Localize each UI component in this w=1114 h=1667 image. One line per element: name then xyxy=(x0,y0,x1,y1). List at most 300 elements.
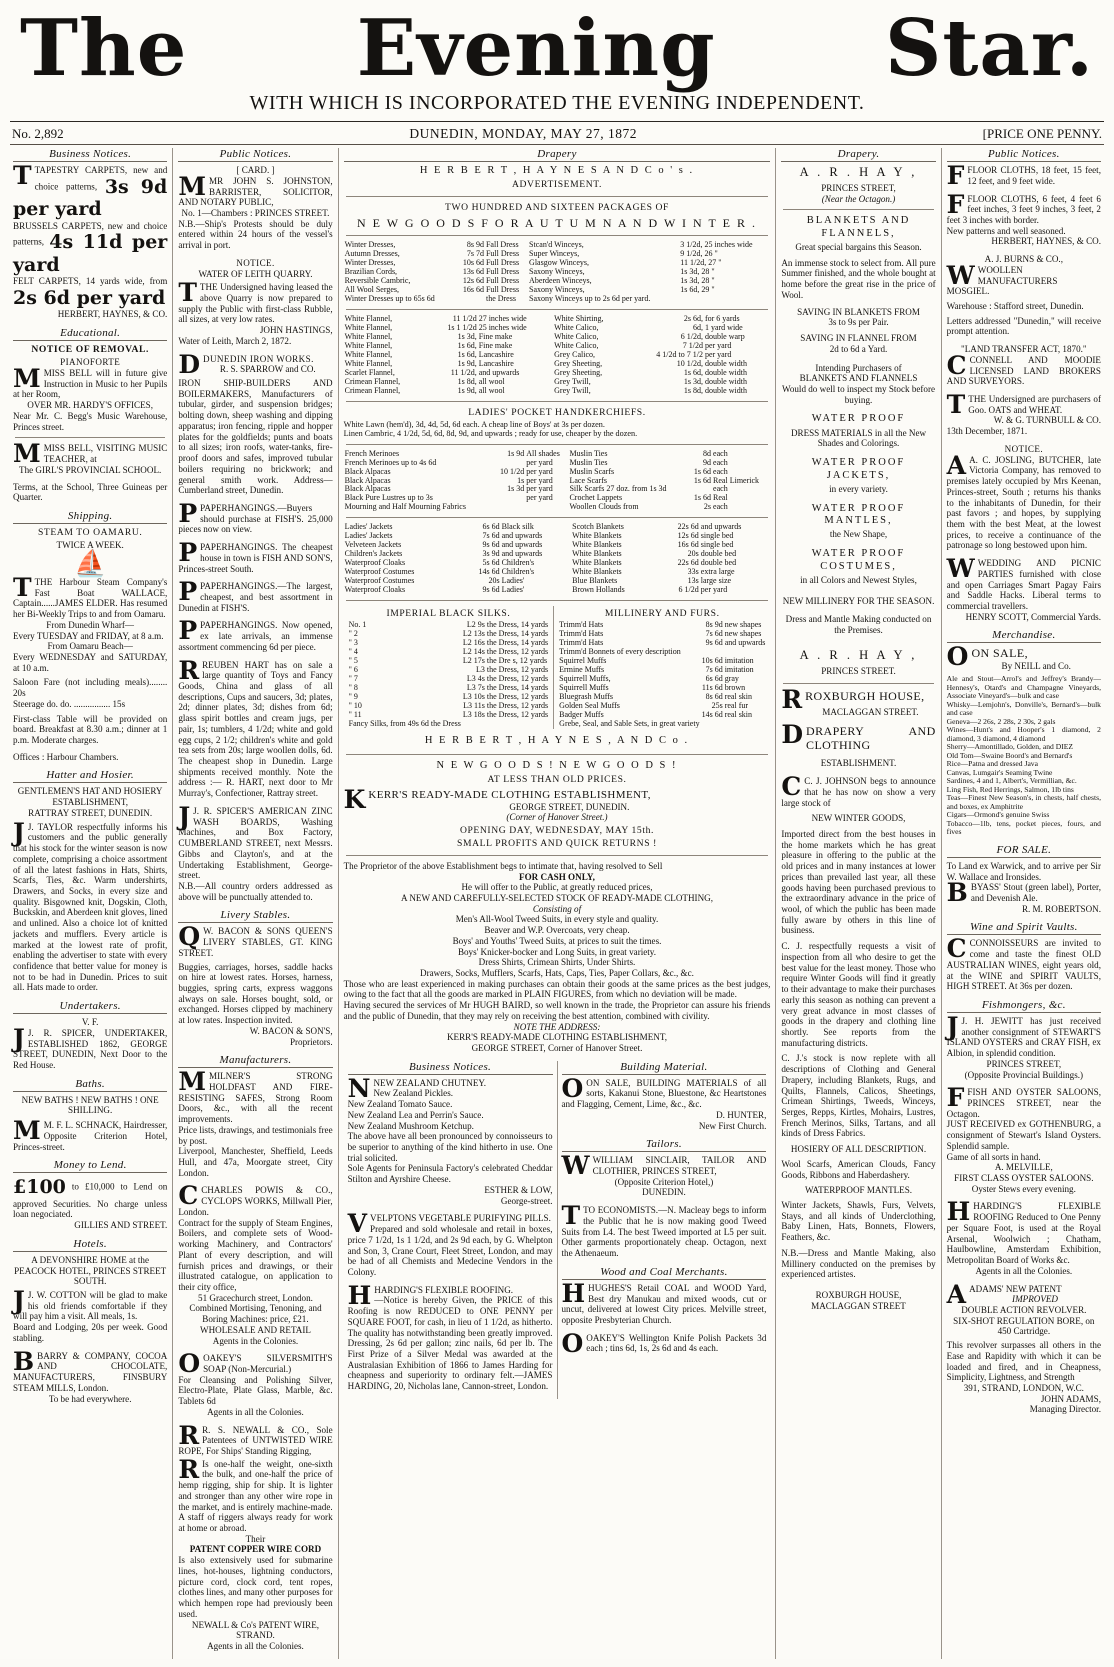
col3-lower-right xyxy=(558,1061,771,1399)
table-cell: 1s 3d xyxy=(507,484,525,494)
table-cell: 1s 3d, 28 " xyxy=(680,276,715,286)
table-cell: Black Alpacas xyxy=(344,475,391,485)
table-cell: Golden Seal Muffs xyxy=(559,700,620,710)
dropcap-j5: J xyxy=(946,1011,959,1041)
column-3 xyxy=(339,148,777,1659)
ad-paperhangings-2 xyxy=(178,538,333,574)
adams-l2: SIX-SHOT REGULATION BORE, on 450 Cartridge. xyxy=(953,1315,1095,1337)
dropcap-t: T xyxy=(13,161,32,191)
cj-p3: C. J.'s stock is now replete with all descriptions of Clothing and General Drapery, including Blankets, Rugs, and Quilts, Flannels, Calicos, Sheetings, Crimean Shirtings, Tweeds, Winceys, Serges, Repps, Kirtles, Mohairs, Lustres, French Merinos, Silks, Tartans, and all kinds of Dress Fabrics. xyxy=(781,1053,936,1139)
table-cell: " 8 xyxy=(348,682,358,692)
table-cell: double width xyxy=(704,376,747,386)
dropcap-v: V xyxy=(347,1209,368,1239)
col5-head-forsale: FOR SALE. xyxy=(947,844,1101,858)
table-cell: Grey Sheeting, xyxy=(554,358,603,368)
table-cell: 1s 3d, xyxy=(683,376,703,386)
newall-line7: Agents in all the Colonies. xyxy=(207,1640,304,1651)
table-cell: double bed xyxy=(700,558,737,568)
col5-head-wine: Wine and Spirit Vaults. xyxy=(947,921,1101,935)
ad-reuben-hart xyxy=(178,655,333,799)
table-cell: 9 1/2d, 26 " xyxy=(680,249,718,259)
powis-line2: Contract for the supply of Steam Engines, Boilers, and complete sets of Wood-working Machinery, and Contractors' Plant of every description, and will furnish prices and drawings, or their illustrated catalogue, on application to their city office, xyxy=(178,1217,333,1292)
divider-hh6 xyxy=(346,517,769,518)
ad-jewitt-oysters xyxy=(946,1011,1101,1080)
table-cell: 1s 6d, 29 " xyxy=(680,285,715,295)
chutney-sign: ESTHER & LOW, xyxy=(484,1184,553,1195)
divider-hay xyxy=(783,209,933,210)
removal-title: NOTICE OF REMOVAL. xyxy=(31,344,149,355)
table-cell: the Dress, 14 yards xyxy=(486,629,549,639)
hotel-line2: Board and Lodging, 20s per week. Good stabling. xyxy=(13,1322,168,1343)
hh-newgoods: N E W G O O D S F O R A U T U M N A N D W I N T E R . xyxy=(357,216,757,231)
steam-sub: TWICE A WEEK. xyxy=(56,540,124,551)
undertaker-body: J. R. SPICER, UNDERTAKER, ESTABLISHED 1862, GEORGE STREET, DUNEDIN, Next Door to the Red House. xyxy=(13,1027,168,1070)
table-cell: Autumn Dresses, xyxy=(344,249,400,259)
col1-head-educational: Educational. xyxy=(13,327,167,341)
table-cell xyxy=(525,503,568,512)
adams-title: ADAMS' NEW PATENT xyxy=(969,1283,1062,1294)
dropcap-r3: R xyxy=(178,1454,200,1484)
neill-l9: Sardines, 4 and 1, Albert's, Vermillian, &c. xyxy=(946,776,1077,786)
col3-building-head: Building Material. xyxy=(562,1061,767,1075)
dropcap-p4: P xyxy=(178,616,198,646)
building-body: ON SALE, BUILDING MATERIALS of all sorts, Kakanui Stone, Bluestone, &c Heartstones and Flagging, Cement, Lime, &c., &c. xyxy=(561,1077,767,1110)
table-cell: Ladies' xyxy=(501,576,525,586)
kerr-p7: Having secured the services of Mr HUGH BAIRD, so well known in the trade, the Proprietor can assure his friends and the public of Dunedin, that they may rely on receiving the best attention, combined with civility. xyxy=(343,1000,771,1021)
fare-steerage: Steerage do. do. ................ 15s xyxy=(13,698,126,709)
table-cell: 7s 6d xyxy=(482,531,500,541)
table-cell: " 10 xyxy=(348,700,362,710)
table-cell xyxy=(462,720,486,729)
divider-rox xyxy=(783,683,933,684)
building-sign: D. HUNTER, xyxy=(716,1109,767,1120)
table-cell: 11s 6d xyxy=(701,682,723,692)
cj-h2: WATERPROOF MANTLES. xyxy=(804,1185,913,1196)
col2-head-livery: Livery Stables. xyxy=(178,909,332,923)
roxburgh-addr: MACLAGGAN STREET. xyxy=(822,707,919,718)
table-cell: 12s 6d xyxy=(677,531,699,541)
list-item: Beaver and W.P. Overcoats, very cheap. xyxy=(484,925,630,936)
divider-hh5 xyxy=(346,444,769,445)
hay-saving1b: 3s to 9s per Pair. xyxy=(828,317,889,328)
table-cell: the Dress, 14 yards xyxy=(486,682,549,692)
neill-l2: Whisky—Lemjohn's, Donville's, Bernard's—bulk and case xyxy=(946,699,1101,718)
hughes-body: HUGHES'S Retail COAL and WOOD Yard, Best dry Manukau and mixed woods, cut or uncut, delivered at lowest City prices. Melville street, opposite Presbyterian Church. xyxy=(561,1282,767,1325)
hay-sig2: PRINCES STREET. xyxy=(821,665,896,676)
burns-title: A. J. BURNS & CO., xyxy=(984,254,1063,265)
table-cell: single bed xyxy=(700,531,734,541)
quarry-sign2: Water of Leith, March 2, 1872. xyxy=(178,335,292,346)
list-item: New Zealand Lea and Perrin's Sauce. xyxy=(347,1109,484,1120)
col1-head: Business Notices. xyxy=(13,148,167,162)
hay-addr: PRINCES STREET, xyxy=(821,182,896,193)
carpet-line-1: TAPESTRY CARPETS, new and choice patterns, xyxy=(34,165,168,192)
quarry-title: WATER OF LEITH QUARRY. xyxy=(198,268,313,279)
divider-kerr2 xyxy=(346,855,769,856)
ad-paperhangings-1 xyxy=(178,498,333,535)
table-cell xyxy=(701,720,724,729)
table-cell: White Blankets xyxy=(572,549,622,559)
carpet-price-3: 2s 6d per yard xyxy=(13,286,166,309)
table-cell: L3 7s xyxy=(466,682,485,692)
hay-saving2: SAVING IN FLANNEL FROM xyxy=(800,333,917,344)
table-cell: real skin xyxy=(724,691,753,701)
table-cell: 2s 6d, xyxy=(683,313,703,323)
table-cell: 12s 6d xyxy=(462,276,484,286)
issue-number: No. 2,892 xyxy=(12,126,64,142)
steam-offices: Offices : Harbour Chambers. xyxy=(13,751,119,762)
table-cell: per yard xyxy=(704,340,732,350)
saloon-l6: Oyster Stews every evening. xyxy=(971,1183,1076,1194)
cj-p5: Winter Jackets, Shawls, Furs, Velvets, Stays, and all kinds of Underclothing, Baby Linen, Hats, Bonnets, Flowers, Feathers, &c. xyxy=(781,1200,936,1243)
table-cell: Winter Dresses, xyxy=(344,258,396,268)
dropcap-n: N xyxy=(347,1073,371,1103)
col4-head: Drapery. xyxy=(781,148,935,162)
velptons-title: VELPTONS VEGETABLE PURIFYING PILLS. xyxy=(370,1213,551,1224)
miss-bell-visiting: MISS BELL, VISITING MUSIC TEACHER, at xyxy=(43,443,168,465)
hay-p3: Intending Purchasers of xyxy=(815,362,902,373)
divider-hh4 xyxy=(346,401,769,402)
table-cell: Stcan'd Winceys, xyxy=(529,240,584,250)
table-cell: per yard xyxy=(700,585,728,594)
table-cell: 16s 6d xyxy=(462,285,484,295)
hh-packages: TWO HUNDRED AND SIXTEEN PACKAGES OF xyxy=(444,201,669,213)
dropcap-h2: H xyxy=(561,1278,586,1308)
burns-body: WOOLLEN MANUFACTURERS MOSGIEL. xyxy=(946,264,1058,297)
dropcap-m2: M xyxy=(13,439,41,469)
col2-head-manufacturers: Manufacturers. xyxy=(178,1054,332,1068)
table-cell: All Wool Serges, xyxy=(344,285,400,295)
hh-firm2: H E R B E R T , H A Y N E S , A N D C o . xyxy=(424,734,690,746)
table-cell: the Dress xyxy=(485,293,516,303)
column-2 xyxy=(173,148,338,1659)
table-cell: Brown Hollands xyxy=(572,585,625,594)
table-cell: Ladies' xyxy=(501,585,525,594)
table-cell: per yard xyxy=(526,457,553,467)
table-cell: each xyxy=(713,502,728,512)
table-flannels xyxy=(344,315,771,396)
dropcap-j: J xyxy=(13,817,25,847)
table-cell: 10 1/2d, xyxy=(676,358,703,368)
table-fabrics xyxy=(344,450,771,513)
hotel-title: A DEVONSHIRE HOME at the PEACOCK HOTEL, PRINCES STREET SOUTH. xyxy=(14,1254,167,1287)
adams-l3: This revolver surpasses all others in the Ease and Rapidity with which it can be loaded and fired, and in Cheapness, Simplicity, Lightness, and Strength xyxy=(946,1340,1101,1383)
table-cell: 20s xyxy=(687,549,699,559)
col5-head: Public Notices. xyxy=(947,148,1101,162)
table-cell: French Merinoes up to 4s 6d xyxy=(344,457,437,467)
list-item: Men's All-Wool Tweed Suits, in every style and quality. xyxy=(455,914,659,925)
johnston-body: MR JOHN S. JOHNSTON, BARRISTER, SOLICITOR, AND NOTARY PUBLIC, xyxy=(178,175,333,208)
dropcap-t3: T xyxy=(178,278,197,308)
hay-mill: NEW MILLINERY FOR THE SEASON. xyxy=(782,595,935,606)
table-cell: L3 18s xyxy=(462,709,485,719)
table-cell: Velveteen Jackets xyxy=(344,540,402,550)
col5-head-fish: Fishmongers, &c. xyxy=(947,999,1101,1013)
table-cell: White Blankets xyxy=(572,558,622,568)
col3-coal-head: Wood and Coal Merchants. xyxy=(562,1266,767,1280)
kerr-p9: KERR'S READY-MADE CLOTHING ESTABLISHMENT, xyxy=(446,1032,667,1043)
table-cell: and upwards xyxy=(501,531,543,541)
cj-head: NEW WINTER GOODS, xyxy=(811,813,906,824)
table-cell: Lancashire xyxy=(478,349,514,359)
table-cell: Crimean Flannel, xyxy=(344,376,401,386)
table-cell: 8s 6d xyxy=(705,691,723,701)
saloon-l5: FIRST CLASS OYSTER SALOONS. xyxy=(954,1173,1094,1184)
kerr-p5: Consisting of xyxy=(532,903,582,914)
table-cell: 8s 9d xyxy=(466,240,484,250)
hardingroof-l2: Agents in all the Colonies. xyxy=(975,1265,1073,1276)
kerr-corner: (Corner of Hanover Street.) xyxy=(506,812,608,823)
table-cell: 9s 6d xyxy=(482,585,500,594)
hay-wp: WATER PROOF xyxy=(811,413,906,425)
wedding-body: WEDDING AND PICNIC PARTIES furnished with close and open Carriages Smart Pagay Fairs and Saddle Hacks. Liberal terms to commercial travellers. xyxy=(946,558,1101,611)
table-cell: Scarlet Flannel, xyxy=(344,367,395,377)
sinclair-line3: DUNEDIN. xyxy=(642,1187,686,1198)
table-cell: Squirrell Muffs, xyxy=(559,673,611,683)
list-item: New Zealand Mushroom Ketchup. xyxy=(347,1120,474,1131)
table-cell: 6 1/2d xyxy=(678,585,699,594)
table-cell: 22s 6d xyxy=(677,522,699,532)
column-5 xyxy=(942,148,1106,1659)
col3-lower-left xyxy=(344,1061,558,1399)
jewitt-l3: (Opposite Provincial Buildings.) xyxy=(964,1069,1084,1080)
harding-title: HARDING'S FLEXIBLE ROOFING. xyxy=(374,1284,514,1295)
chutney-sign2: George-street. xyxy=(500,1195,553,1206)
ad-chutney xyxy=(347,1073,553,1207)
ad-neill-sale xyxy=(946,642,1101,837)
table-cell: " 4 xyxy=(348,647,358,657)
powis-body: CHARLES POWIS & CO., CYCLOPS WORKS, Millwall Pier, London. xyxy=(178,1185,333,1217)
newall-line3: Their xyxy=(245,1533,266,1544)
table-cell: 22s 6d xyxy=(677,558,699,568)
ad-wedding-picnic xyxy=(946,554,1101,622)
table-cell: per yard xyxy=(526,466,553,476)
divider-hh3 xyxy=(346,309,769,310)
table-cell: the Dress, 12 yards xyxy=(486,665,549,675)
table-cell: Waterproof Costumes xyxy=(344,567,415,577)
ad-paperhangings-4 xyxy=(178,616,333,652)
table-dresses xyxy=(344,241,771,304)
dropcap-f3: F xyxy=(946,1083,965,1113)
hardingroof-body: HARDING'S FLEXIBLE ROOFING Reduced to One Penny per Square Foot, is used at the Royal Arsenal, Woolwich ; Chatham, Haulbowline, Amsterdam Exhibition, Metropolitan Board of Works &c. xyxy=(946,1201,1101,1266)
silks-millinery-row xyxy=(344,606,771,729)
ad-hatter xyxy=(13,786,167,993)
hh-firm: H E R B E R T , H A Y N E S A N D C o ' s . xyxy=(419,165,695,177)
table-cell: 1s 6d xyxy=(693,475,712,485)
table-cell: Children's xyxy=(501,567,535,577)
ad-harding-roofing xyxy=(347,1280,553,1392)
table-silks xyxy=(348,621,550,728)
oakey-line2: For Cleansing and Polishing Silver, Electro-Plate, Plate Glass, Marble, &c. Tablets 6d xyxy=(178,1374,333,1407)
dropcap-c: C xyxy=(178,1181,199,1211)
livery-sign2: Proprietors. xyxy=(289,1036,333,1047)
carpet-line-3: FELT CARPETS, 14 yards wide, from xyxy=(13,276,168,287)
dropcap-w: W xyxy=(561,1151,590,1181)
col1-head-undertakers: Undertakers. xyxy=(13,1000,167,1014)
ad-pianoforte xyxy=(13,344,167,503)
ironworks-body: IRON SHIP-BUILDERS AND BOILERMAKERS, Manufacturers of tubular, girder, and suspension bridges; bolting down, sheep washing and dipping apparatus; iron fencing, ripple and hopper plates for the goldfields; punts and boats to all sizes; iron roofs, water-tanks, fire-proof doors and safes, improved tubular boilers requiring no brickwork; and general smith work. Address—Cumberland street, Dunedin. xyxy=(178,378,333,496)
table-cell: 7s 6d xyxy=(705,629,723,639)
table-cell: Fall Dress xyxy=(485,240,519,250)
neill-l8: Canvas, Lumgair's Seaming Twine xyxy=(946,767,1053,777)
turnbull-sign: W. & G. TURNBULL & CO. xyxy=(993,415,1101,426)
table-cell: 8s 9d xyxy=(705,620,723,630)
table-cell: Super Winceys, xyxy=(529,249,580,259)
hay-mill2: Dress and Mantle Making conducted on the Premises. xyxy=(785,614,932,636)
johnston-line2: No. 1—Chambers : PRINCES STREET. xyxy=(181,207,330,218)
table-row xyxy=(344,387,771,396)
masthead xyxy=(0,0,1114,115)
table-cell: 14s 6d xyxy=(701,709,723,719)
table-cell: each xyxy=(713,448,728,458)
table-cell: 7s 6d xyxy=(705,665,723,675)
saloon-l2: JUST RECEIVED ex GOTHENBURG, a consignment of Stewart's Island Oysters. Splendid sample. xyxy=(946,1119,1101,1151)
floorcloth2-sign: HERBERT, HAYNES, & CO. xyxy=(991,236,1101,247)
kerr-line2: AT LESS THAN OLD PRICES. xyxy=(487,774,627,786)
neill-sub: By NEILL and Co. xyxy=(1001,660,1071,671)
burns-line3: Letters addressed "Dunedin," will receive prompt attention. xyxy=(946,315,1101,337)
ad-sinclair-tailor xyxy=(561,1151,767,1198)
dropcap-a: A xyxy=(946,450,967,480)
dropcap-f2: F xyxy=(946,189,965,219)
newall-body: R. S. NEWALL & CO., Sole Patentees of UNTWISTED WIRE ROPE, For Ships' Standing Rigging, xyxy=(178,1424,333,1456)
dropcap-o: O xyxy=(178,1349,201,1379)
ironworks-sub: R. S. SPARROW and CO. xyxy=(219,364,316,375)
ad-building-material xyxy=(561,1073,767,1132)
table-cell: Black Pure Lustres up to 3s xyxy=(344,493,433,503)
kerr-motto: SMALL PROFITS AND QUICK RETURNS ! xyxy=(457,838,657,850)
table-cell: Children's Jackets xyxy=(344,549,403,559)
table-cell: L3 4s xyxy=(466,673,485,683)
table-cell: 25 inches wide xyxy=(478,322,527,332)
newall-line5: Is also extensively used for submarine lines, hot-houses, lightning conductors, picture cord, clock cord, tent ropes, clothes lines, and many other purposes for which hempen rope had previously been used. xyxy=(178,1555,333,1619)
dropcap-r4: R xyxy=(781,685,803,715)
landtransfer-title: "LAND TRANSFER ACT, 1870." xyxy=(961,344,1087,355)
kerr-p1: The Proprietor of the above Establishment begs to intimate that, having resolved to Sell xyxy=(343,860,663,871)
kerr-p6: Those who are least experienced in making purchases can obtain their goods at the same prices as the best judges, owing to the fact that all the goods are marked in PLAIN FIGURES, from which no deviation will be made. xyxy=(343,978,771,1000)
list-item: Boys' and Youths' Tweed Suits, at prices to suit the times. xyxy=(452,935,662,946)
dropcap-j4: J xyxy=(178,801,191,831)
turnbull-sign2: 13th December, 1871. xyxy=(946,426,1028,437)
dropcap-o4: O xyxy=(946,642,969,672)
dropcap-p3: P xyxy=(178,577,198,607)
neill-body: Ale and Stout—Arrol's and Jeffrey's Brandy—Hennesy's, Otard's and Champagne Vineyards, Associate Vineyard's—bulk and case xyxy=(946,674,1101,701)
table-cell: 13s xyxy=(687,576,699,586)
steam-body: THE Harbour Steam Company's Fast Boat WALLACE, Captain......JAMES ELDER. Has resumed her Bi-Weekly Trips to and from Oamaru. xyxy=(13,576,168,620)
table-cell: L3 xyxy=(475,665,485,675)
johnston-line3: N.B.—Ship's Protests should be duly entered within 24 hours of the vessel's arrival in port. xyxy=(178,218,333,251)
table-cell: Muslin Ties xyxy=(569,457,608,467)
table-cell: 11 1/2d, 27 " xyxy=(680,258,722,268)
table-cell: 1s 6d, xyxy=(457,349,477,359)
dropcap-c3: C xyxy=(946,350,967,380)
economists-body: TO ECONOMISTS.—N. Macleay begs to inform the Public that he is now making good Tweed Suits from L4. The best Tweed imported at L5 per suit. Other garments proportionately cheap. Octagon, next the Athenaeum. xyxy=(561,1205,767,1259)
ad-milner-safes xyxy=(178,1067,333,1178)
table-cell: the Dress, 14 yards xyxy=(486,620,549,630)
table-cell: Squirrel Muffs xyxy=(559,656,607,666)
ad-velptons-pills xyxy=(347,1209,553,1277)
cj-p1: Imported direct from the best houses in the home markets which he has great pleasure in offering to the public at the old prices and in many instances at lower prices than prevailed last year, all these goods having been purchased previous to the extraordinary advance in the price of wool, of which the public has been made fully aware by others in this line of business. xyxy=(781,829,936,936)
table-cell: White Shirting, xyxy=(554,313,604,323)
dropcap-j3: J xyxy=(13,1286,25,1316)
roxburgh-line1: DRAPERY AND CLOTHING xyxy=(806,724,936,753)
ad-paperhangings-3 xyxy=(178,577,333,613)
table-cell xyxy=(724,720,767,729)
table-cell: for 6 yards xyxy=(704,313,740,323)
table-cell: new shapes xyxy=(724,620,762,630)
table-cell: the Dress, 14 yards xyxy=(486,638,549,648)
newall-line6: NEWALL & Co's PATENT WIRE, STRAND. xyxy=(191,1619,320,1641)
table-cell: All shades xyxy=(526,448,560,458)
floorcloth1-body: FLOOR CLOTHS, 18 feet, 15 feet, 12 feet, and 9 feet wide. xyxy=(967,165,1101,186)
table-cell: Silk Scarfs 27 doz. from 1s 3d xyxy=(569,484,667,494)
forsale-body: To Land ex Warwick, and to arrive per Sir W. Wallace and Ironsides. xyxy=(946,860,1101,882)
neill-l10: Ling Fish, Red Herrings, Salmon, 1lb tins xyxy=(946,784,1074,794)
table-cell: White Calico, xyxy=(554,331,599,341)
table-cell: " 9 xyxy=(348,691,358,701)
col1-head-shipping: Shipping. xyxy=(13,510,167,524)
powis-line4: Combined Mortising, Tenoning, and Boring Machines: price, £21. xyxy=(189,1303,322,1325)
neill-l7: Rice—Patna and dressed Java xyxy=(946,759,1038,769)
table-cell: double width xyxy=(704,358,747,368)
ad-baths xyxy=(13,1095,167,1153)
saloon-l3: Game of all sorts in hand. xyxy=(946,1151,1041,1162)
table-cell: Squirrell Muffs xyxy=(559,682,609,692)
building-sign2: New First Church. xyxy=(698,1120,767,1131)
steam-line5: Every WEDNESDAY and SATURDAY, at 10 a.m. xyxy=(13,652,168,673)
velptons-body: Prepared and sold wholesale and retail in boxes, price 7 1/2d, 1s 1 1/2d, and 2s 9d each, by G. Whelpton and Son, 3, Crane Court, Fleet Street, London, and may be had of all Chemists and Medecine Vendors in the Colony. xyxy=(347,1224,553,1277)
table-cell: Fancy Silks, from 49s 6d the Dress xyxy=(348,718,461,728)
table-cell: extra large xyxy=(700,567,735,577)
cj-sig: ROXBURGH HOUSE, xyxy=(815,1290,902,1301)
saloon-l4: A. MELVILLE, xyxy=(994,1162,1053,1173)
table-cell: Black Alpacas xyxy=(344,484,391,494)
dateline: DUNEDIN, MONDAY, MAY 27, 1872 xyxy=(409,126,637,142)
col1-head-money: Money to Lend. xyxy=(13,1159,167,1173)
kerr-p4: A NEW AND CAREFULLY-SELECTED STOCK OF READY-MADE CLOTHING, xyxy=(401,892,713,903)
ad-economists xyxy=(561,1201,767,1259)
issue-line xyxy=(12,126,1102,142)
ad-oyster-saloons xyxy=(946,1083,1101,1194)
ad-floorcloths-2 xyxy=(946,189,1101,248)
table-cell: 9s 6d xyxy=(705,638,723,648)
table-cell: 1s 6d, xyxy=(683,367,703,377)
neill-l11: Teas—Finest New Season's, in chests, half chests, and boxes, ex Amphitrite xyxy=(946,793,1101,811)
dropcap-w2: W xyxy=(946,260,975,290)
table-cell: Winter Dresses, xyxy=(344,240,396,250)
milner-body: MILNER'S STRONG HOLDFAST AND FIRE-RESISTING SAFES, Strong Room Doors, &c., with all the recent improvements. xyxy=(178,1071,333,1125)
dropcap-q: Q xyxy=(178,922,201,952)
table-cell: Waterproof Costumes xyxy=(344,576,415,586)
table-cell: Trimm'd Hats xyxy=(559,620,604,630)
table-cell: Blue Blankets xyxy=(572,576,618,586)
table-cell: " 2 xyxy=(348,629,358,639)
dropcap-d: D xyxy=(178,349,200,379)
hatter-sub: RATTRAY STREET, DUNEDIN. xyxy=(28,807,153,818)
ad-adams-revolver xyxy=(946,1279,1101,1416)
carpet-price-2: 4s 11d per yard xyxy=(13,231,168,276)
burns-line2: Warehouse : Stafford street, Dunedin. xyxy=(946,301,1084,311)
table-cell: Lace Scarfs xyxy=(569,475,607,485)
table-cell: 33s xyxy=(687,567,699,577)
table-cell: Ermine Muffs xyxy=(559,665,605,675)
dropcap-m3: M xyxy=(13,1116,41,1146)
dropcap-m5: M xyxy=(178,1067,206,1097)
baths-title: NEW BATHS ! NEW BATHS ! ONE SHILLING. xyxy=(21,1094,159,1116)
table-cell: 7 1/2d xyxy=(682,340,703,350)
table-cell: the Dre s, 12 yards xyxy=(486,656,548,666)
steam-line3: Every TUESDAY and FRIDAY, at 8 a.m. xyxy=(13,630,164,641)
